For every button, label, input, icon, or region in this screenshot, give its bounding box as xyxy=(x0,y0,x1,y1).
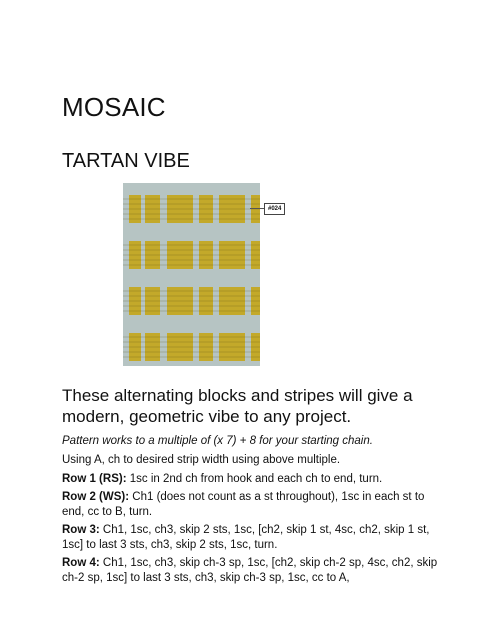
intro-text: These alternating blocks and stripes will give a modern, geometric vibe to any project. xyxy=(62,386,413,426)
pattern-row xyxy=(62,556,442,585)
pattern-title: TARTAN VIBE xyxy=(62,150,190,172)
row-label: Row 4: xyxy=(62,557,100,569)
row-label: Row 1 (RS): xyxy=(62,472,127,485)
swatch-tag: #024 xyxy=(264,203,285,215)
page-title: MOSAIC xyxy=(62,92,166,122)
row-text: Ch1, 1sc, ch3, skip ch-3 sp, 1sc, [ch2, skip ch-2 sp, 4sc, ch2, skip ch-2 sp, 1sc] to last 3 sts, ch3, skip ch-3 sp, 1sc, cc to A, xyxy=(62,557,438,584)
row-label: Row 2 (WS): xyxy=(62,491,130,503)
pattern-row xyxy=(62,490,442,519)
swatch-tag-leader xyxy=(250,208,264,209)
setup-instruction: Using A, ch to desired strip width using above multiple. xyxy=(62,454,341,466)
row-text: 1sc in 2nd ch from hook and each ch to end, turn. xyxy=(126,472,383,485)
pattern-row xyxy=(62,472,442,487)
row-text: Ch1 (does not count as a st throughout), 1sc in each st to end, cc to B, turn. xyxy=(62,491,425,518)
crochet-swatch-photo xyxy=(123,183,260,366)
row-text: Ch1, 1sc, ch3, skip 2 sts, 1sc, [ch2, skip 1 st, 4sc, ch2, skip 1 st, 1sc] to last 3 sts, ch3, skip 2 sts, 1sc, turn. xyxy=(62,524,430,551)
instructions xyxy=(62,453,442,589)
row-label: Row 3: xyxy=(62,524,100,536)
multiple-note: Pattern works to a multiple of (x 7) + 8 for your starting chain. xyxy=(62,435,373,447)
pattern-row xyxy=(62,523,442,552)
